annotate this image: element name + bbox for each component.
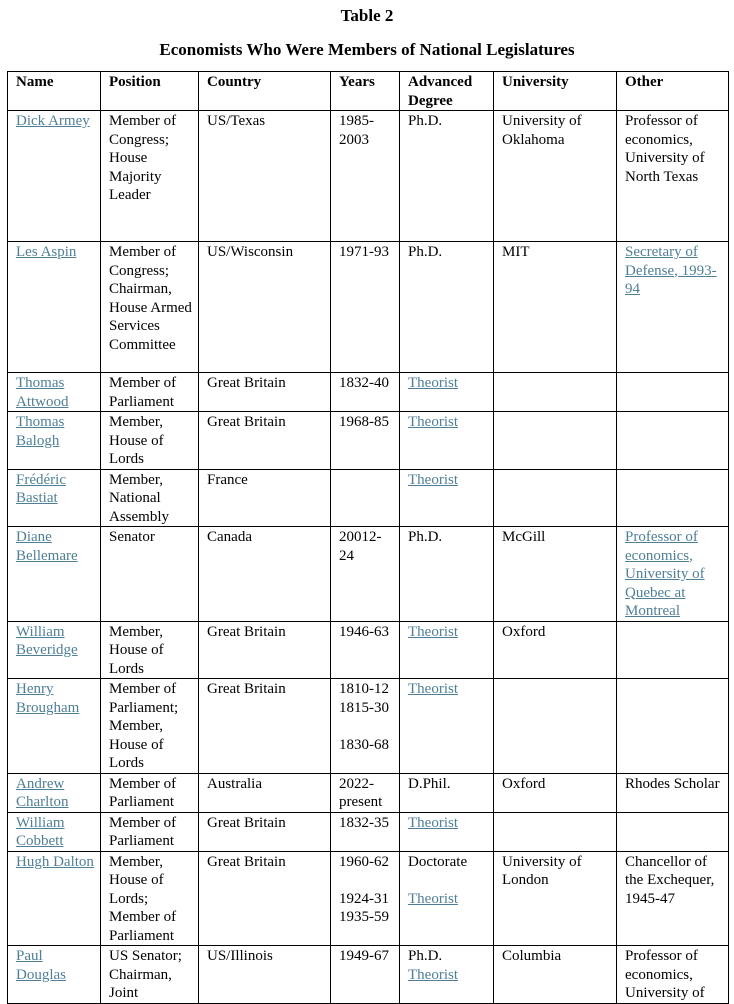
other-link[interactable]: Professor of economics, University of Quebec at Montreal [625,529,705,619]
country-text: Great Britain [207,414,286,430]
economist-name-link[interactable]: Diane Bellemare [16,529,78,564]
economist-name-link[interactable]: Thomas Balogh [16,414,65,449]
column-header-name: Name [8,72,101,111]
cell-name [8,469,101,527]
university-text: McGill [502,529,546,545]
cell-name [8,412,101,470]
economist-name-link[interactable]: William Cobbett [16,814,65,849]
cell-degree [400,412,494,470]
theorist-link[interactable]: Theorist [408,966,458,983]
years-text: 1971-93 [339,244,389,260]
table-row [8,111,729,242]
cell-country [199,851,331,946]
position-text: Member of Parliament [109,775,177,810]
cell-position [101,621,199,679]
position-text: Member, House of Lords [109,623,164,677]
cell-years [331,812,400,851]
column-header-position: Position [101,72,199,111]
position-text: Member of Parliament; Member, House of Lords [109,681,179,771]
table-row [8,946,729,1004]
theorist-link[interactable]: Theorist [408,681,458,697]
cell-years [331,851,400,946]
economist-name-link[interactable]: William Beveridge [16,623,78,658]
cell-university [494,111,617,242]
cell-other [617,946,729,1004]
cell-years [331,242,400,373]
column-header-degree: Advanced Degree [400,72,494,111]
cell-university [494,812,617,851]
cell-position [101,111,199,242]
cell-country [199,679,331,774]
university-text: Columbia [502,948,562,964]
country-text: Great Britain [207,853,286,870]
cell-country [199,621,331,679]
university-text: University of London [502,853,582,888]
cell-country [199,527,331,622]
cell-name [8,621,101,679]
table-row [8,373,729,412]
cell-degree [400,946,494,1004]
country-text: US/Wisconsin [207,244,294,260]
column-header-other: Other [617,72,729,111]
cell-degree [400,679,494,774]
cell-degree [400,621,494,679]
years-text: 1960-62 [339,853,389,870]
cell-years [331,412,400,470]
cell-years [331,373,400,412]
cell-other [617,621,729,679]
degree-text: Ph.D. [408,113,443,129]
table-row [8,621,729,679]
position-text: Member, House of Lords [109,414,164,467]
theorist-link[interactable]: Theorist [408,414,458,430]
cell-years [331,469,400,527]
column-header-university: University [494,72,617,111]
university-text: Oxford [502,775,546,792]
cell-position [101,851,199,946]
cell-years [331,527,400,622]
position-text: Member, House of Lords; Member of Parliament [109,853,177,944]
cell-other [617,527,729,622]
degree-text: D.Phil. [408,775,451,792]
cell-university [494,679,617,774]
table-row [8,527,729,622]
years-text: 1810-12 [339,681,389,697]
cell-country [199,469,331,527]
economist-name-link[interactable]: Hugh Dalton [16,853,94,870]
other-text: Chancellor of the Exchequer, 1945-47 [625,853,715,907]
cell-position [101,242,199,373]
economists-table [7,71,729,1004]
cell-university [494,242,617,373]
cell-country [199,773,331,812]
years-text: 1924-31 [339,890,389,907]
economist-name-link[interactable]: Paul Douglas [16,948,66,983]
years-text: 1985-2003 [339,113,374,148]
country-text: US/Illinois [207,948,273,964]
country-text: Great Britain [207,814,286,831]
other-link[interactable]: Secretary of Defense, 1993-94 [625,244,717,297]
cell-other [617,373,729,412]
cell-degree [400,851,494,946]
theorist-link[interactable]: Theorist [408,375,458,391]
cell-name [8,946,101,1004]
degree-text: Ph.D. [408,529,443,545]
cell-university [494,373,617,412]
years-text: 1935-59 [339,909,389,925]
cell-country [199,111,331,242]
position-text: Member of Parliament [109,375,177,410]
cell-degree [400,373,494,412]
cell-other [617,469,729,527]
cell-years [331,621,400,679]
table-row [8,412,729,470]
cell-country [199,412,331,470]
cell-other [617,111,729,242]
cell-university [494,946,617,1004]
cell-name [8,851,101,946]
cell-degree [400,242,494,373]
degree-text: Ph.D. [408,948,443,964]
years-text: 1832-40 [339,375,389,391]
country-text: Great Britain [207,375,286,391]
cell-other [617,812,729,851]
cell-years [331,679,400,774]
economist-name-link[interactable]: Dick Armey [16,113,90,129]
cell-name [8,773,101,812]
table-label: Table 2 [340,6,394,25]
theorist-link[interactable]: Theorist [408,623,458,640]
cell-name [8,242,101,373]
cell-name [8,812,101,851]
position-text: Senator [109,529,155,545]
cell-university [494,412,617,470]
cell-position [101,946,199,1004]
economist-name-link[interactable]: Frédéric Bastiat [16,471,66,506]
position-text: Member, National Assembly [109,471,169,525]
years-text: 2022-present [339,775,383,810]
table-row [8,679,729,774]
country-text: Great Britain [207,623,286,640]
university-text: Oxford [502,623,546,640]
cell-university [494,469,617,527]
other-text: Professor of economics, University of North Texas [625,113,705,185]
cell-position [101,679,199,774]
cell-country [199,242,331,373]
economist-name-link[interactable]: Les Aspin [16,244,77,260]
cell-name [8,527,101,622]
cell-years [331,773,400,812]
cell-degree [400,469,494,527]
country-text: Canada [207,529,252,545]
cell-country [199,946,331,1004]
cell-name [8,111,101,242]
cell-position [101,812,199,851]
cell-other [617,412,729,470]
years-text: 1815-30 [339,699,389,716]
cell-university [494,851,617,946]
cell-university [494,527,617,622]
cell-position [101,373,199,412]
cell-university [494,621,617,679]
cell-position [101,412,199,470]
cell-degree [400,812,494,851]
years-text: 1832-35 [339,814,389,831]
degree-text: Ph.D. [408,244,443,260]
economist-name-link[interactable]: Thomas Attwood [16,375,69,410]
table-caption: Economists Who Were Members of National Legislatures [159,40,575,59]
position-text: Member of Congress; Chairman, House Armed Services Committee [109,244,192,353]
theorist-link[interactable]: Theorist [408,890,458,907]
column-header-years: Years [331,72,400,111]
cell-other [617,851,729,946]
header-row [8,72,729,111]
cell-country [199,373,331,412]
years-text: 1946-63 [339,623,389,640]
theorist-link[interactable]: Theorist [408,814,458,831]
years-text: 1830-68 [339,736,389,753]
country-text: France [207,471,248,488]
years-text: 1949-67 [339,948,389,964]
position-text: US Senator; Chairman, Joint [109,948,182,1001]
table-row [8,773,729,812]
table-row [8,469,729,527]
cell-university [494,773,617,812]
cell-name [8,373,101,412]
cell-degree [400,773,494,812]
country-text: Australia [207,775,262,792]
cell-other [617,242,729,373]
table-row [8,851,729,946]
table-row [8,242,729,373]
degree-text: Doctorate [408,853,468,870]
position-text: Member of Parliament [109,814,177,849]
cell-position [101,527,199,622]
cell-position [101,773,199,812]
cell-position [101,469,199,527]
other-text: Professor of economics, University of [625,948,705,1001]
cell-years [331,946,400,1004]
column-header-country: Country [199,72,331,111]
country-text: Great Britain [207,681,286,697]
university-text: University of Oklahoma [502,113,582,148]
years-text: 1968-85 [339,414,389,430]
economist-name-link[interactable]: Andrew Charlton [16,775,69,810]
other-text: Rhodes Scholar [625,775,720,792]
cell-degree [400,527,494,622]
economist-name-link[interactable]: Henry Brougham [16,681,80,716]
cell-degree [400,111,494,242]
theorist-link[interactable]: Theorist [408,471,458,488]
table-row [8,812,729,851]
country-text: US/Texas [207,113,266,129]
cell-name [8,679,101,774]
cell-country [199,812,331,851]
university-text: MIT [502,244,530,260]
position-text: Member of Congress; House Majority Leader [109,113,177,203]
cell-years [331,111,400,242]
cell-other [617,773,729,812]
cell-other [617,679,729,774]
years-text: 20012-24 [339,529,382,564]
